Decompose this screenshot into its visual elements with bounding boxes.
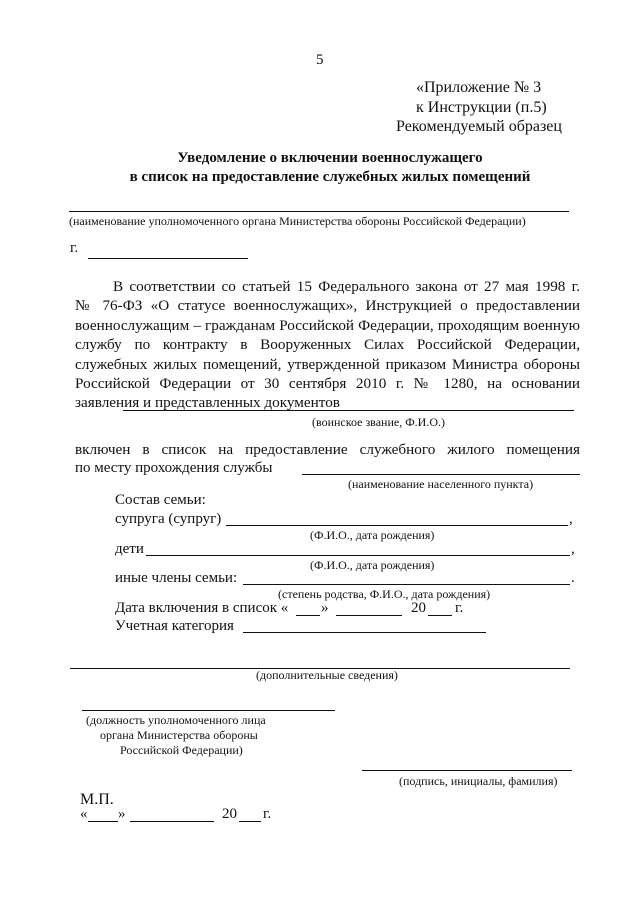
appendix-line-2: к Инструкции (п.5) [416,99,547,116]
included-paragraph [75,440,580,459]
spouse-field[interactable] [226,525,568,526]
date-included-label: Дата включения в список « [115,600,289,616]
rank-name-field[interactable] [123,410,574,411]
authority-caption: (наименование уполномоченного органа Министерства обороны Российской Федерации) [69,214,526,228]
official-caption-line-2: органа Министерства обороны [100,728,258,742]
body-line-1: В соответствии со статьей 15 Федерального закона от 27 мая 1998 г. [113,278,580,295]
children-caption: (Ф.И.О., дата рождения) [310,558,435,572]
rank-caption: (воинское звание, Ф.И.О.) [312,415,445,429]
others-field[interactable] [243,584,570,585]
additional-caption: (дополнительные сведения) [256,668,398,682]
spouse-caption: (Ф.И.О., дата рождения) [310,528,435,542]
included-line-1: включен в список на предоставление служебного жилого помещения [75,441,580,458]
bottom-date-year-prefix: 20 [222,806,237,822]
children-field[interactable] [146,555,570,556]
city-prefix: г. [70,240,79,256]
bottom-date-month-field[interactable] [130,821,214,822]
signature-field[interactable] [362,770,572,771]
included-line-2: по месту прохождения службы [75,460,273,476]
date-included-year-prefix: 20 [411,600,426,616]
document-title-line-1: Уведомление о включении военнослужащего [177,150,483,166]
city-field[interactable] [88,258,248,259]
category-label: Учетная категория [115,618,234,634]
settlement-caption: (наименование населенного пункта) [348,477,534,491]
date-included-day-field[interactable] [296,615,320,616]
appendix-line-1: «Приложение № 3 [416,79,542,96]
category-field[interactable] [243,632,486,633]
children-comma: , [571,541,575,557]
body-line-2: № 76-ФЗ «О статусе военнослужащих», Инструкцией о предоставлении [75,297,580,315]
children-label: дети [115,541,144,557]
body-line-4: службу по контракту в Вооруженных Силах Российской Федерации, [75,336,580,354]
others-caption: (степень родства, Ф.И.О., дата рождения) [278,587,491,601]
appendix-line-3: Рекомендуемый образец [396,118,562,135]
bottom-date-year-field[interactable] [239,821,261,822]
body-line-3: военнослужащим – гражданам Российской Федерации, проходящим военную [75,316,580,334]
family-heading: Состав семьи: [115,492,206,508]
bottom-date-day-field[interactable] [88,821,118,822]
date-included-year-suffix: г. [455,600,464,616]
date-included-close-quote: » [321,600,329,616]
body-line-6: Российской Федерации от 30 сентября 2010 г. № 1280, на основании [75,375,580,393]
date-included-year-field[interactable] [428,615,452,616]
bottom-date-open-quote: « [80,806,88,822]
bottom-date-close-quote: » [118,806,126,822]
page-number: 5 [316,52,324,68]
others-period: . [571,570,575,586]
date-included-month-field[interactable] [336,615,402,616]
signature-caption: (подпись, инициалы, фамилия) [399,774,558,788]
document-title-line-2: в список на предоставление служебных жилых помещений [129,169,531,185]
body-line-5: служебных жилых помещений, утвержденной приказом Министра обороны [75,355,580,373]
others-label: иные члены семьи: [115,570,238,586]
body-paragraph [75,277,580,413]
official-caption-line-1: (должность уполномоченного лица [86,713,266,727]
spouse-label: супруга (супруг) [115,511,222,527]
spouse-comma: , [569,511,573,527]
settlement-field[interactable] [302,474,580,475]
official-position-field[interactable] [82,710,335,711]
body-line-7: заявления и представленных документов [75,394,340,412]
stamp-label: М.П. [80,791,114,808]
official-caption-line-3: Российской Федерации) [120,743,243,757]
bottom-date-year-suffix: г. [263,806,272,822]
authority-name-field[interactable] [69,211,569,212]
